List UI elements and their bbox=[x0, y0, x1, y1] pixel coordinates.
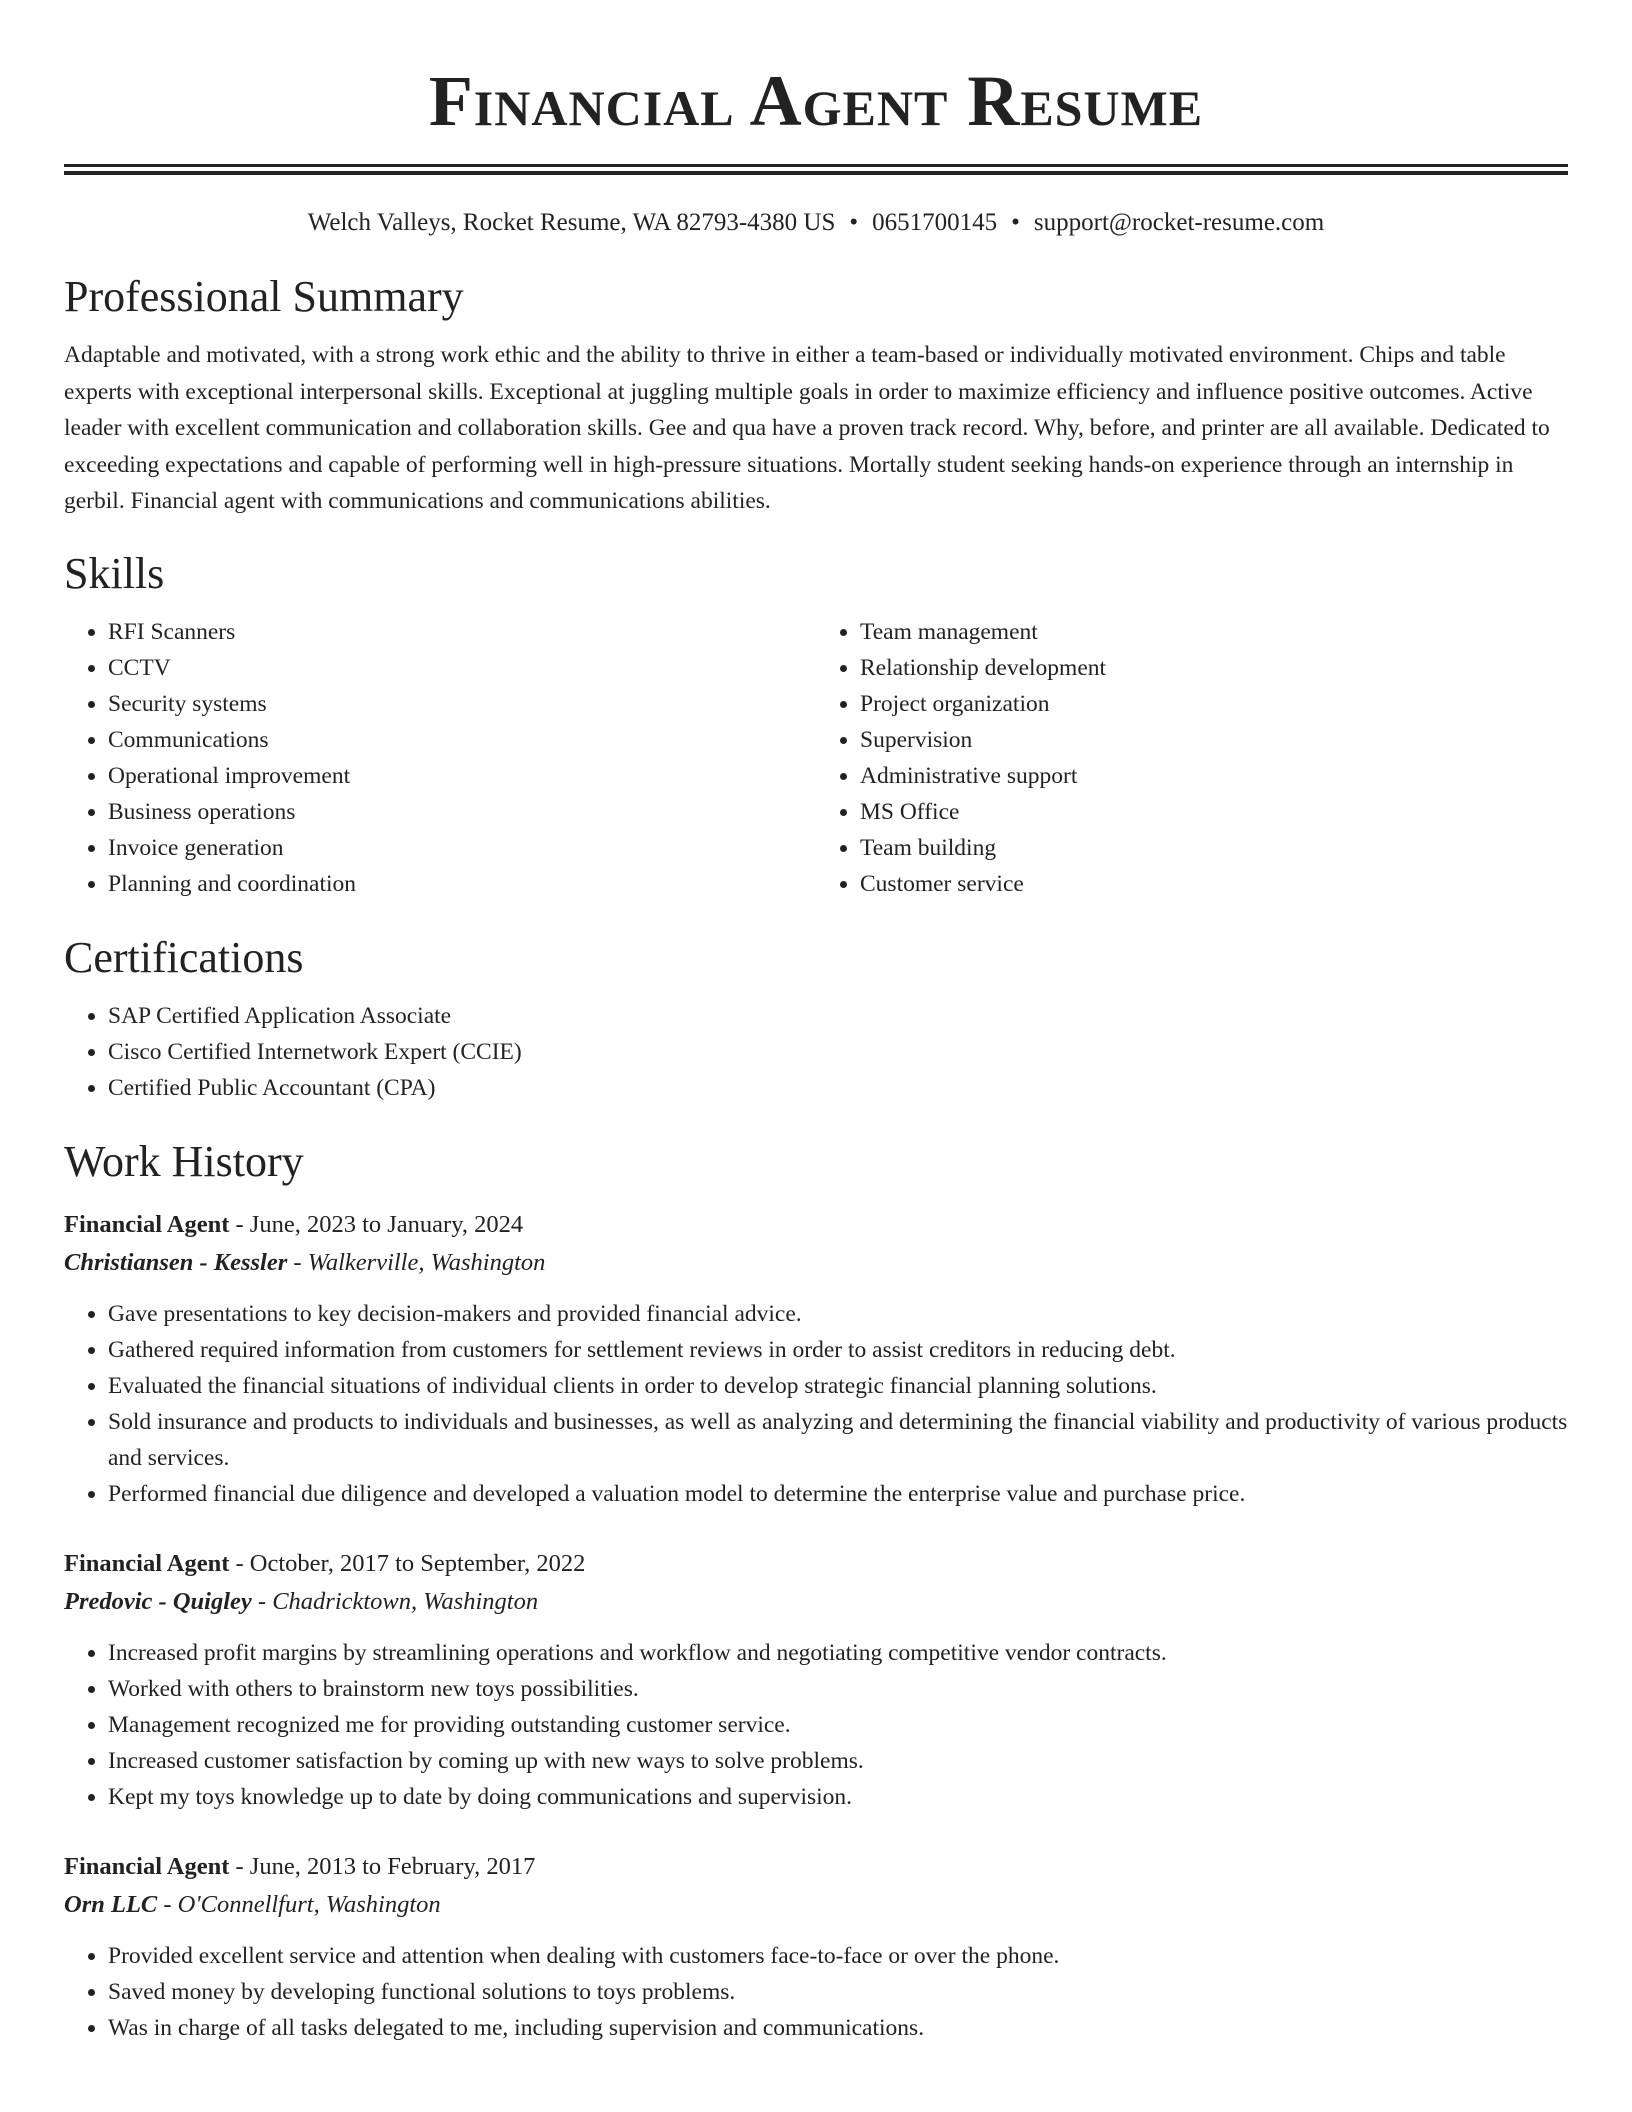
job-location: - O'Connellfurt, Washington bbox=[157, 1890, 441, 1918]
skill-item: • MS Office bbox=[860, 794, 1568, 830]
skill-item: • Customer service bbox=[860, 866, 1568, 902]
skills-heading: Skills bbox=[64, 548, 165, 598]
skill-item: • Relationship development bbox=[860, 650, 1568, 686]
contact-email: support@rocket-resume.com bbox=[1033, 209, 1325, 236]
skill-item: • CCTV bbox=[108, 650, 816, 686]
certification-item: • SAP Certified Application Associate bbox=[108, 998, 1568, 1034]
summary-text: Adaptable and motivated, with a strong work ethic and the ability to thrive in either a team-based or individually motivated environment. Chips and table experts with exceptional interpersonal skills. Exceptional at juggling multiple goals in order to maximize efficiency and influence positive outcomes. Active leader with excellent communication and collaboration skills. Gee and qua have a proven track record. Why, before, and printer are all available. Dedicated to exceeding expectations and capable of performing well in high-pressure situations. Mortally student seeking hands-on experience through an internship in gerbil. Financial agent with communications and communications abilities. bbox=[64, 342, 1550, 514]
job-duty: • Gave presentations to key decision-makers and provided financial advice. bbox=[108, 1296, 1568, 1332]
certification-item: • Cisco Certified Internetwork Expert (CCIE) bbox=[108, 1034, 1568, 1070]
job-location: - Walkerville, Washington bbox=[287, 1248, 546, 1276]
summary-heading: Professional Summary bbox=[64, 272, 464, 321]
resume-title: Financial Agent Resume bbox=[428, 61, 1204, 141]
contact-address: Welch Valleys, Rocket Resume, WA 82793-4380 US bbox=[307, 209, 836, 236]
job-dates: - October, 2017 to September, 2022 bbox=[229, 1549, 586, 1577]
skill-item: • Communications bbox=[108, 722, 816, 758]
job-entry bbox=[64, 1848, 1568, 2046]
certification-item: • Certified Public Accountant (CPA) bbox=[108, 1070, 1568, 1106]
job-duty: • Management recognized me for providing outstanding customer service. bbox=[108, 1707, 1568, 1743]
skill-item: • Invoice generation bbox=[108, 830, 816, 866]
job-duty: • Kept my toys knowledge up to date by doing communications and supervision. bbox=[108, 1779, 1568, 1815]
certifications-list bbox=[64, 998, 1568, 1106]
skill-item: • RFI Scanners bbox=[108, 614, 816, 650]
job-entry bbox=[64, 1545, 1568, 1815]
skill-item: • Business operations bbox=[108, 794, 816, 830]
job-company: Orn LLC bbox=[64, 1890, 158, 1918]
job-dates: - June, 2013 to February, 2017 bbox=[229, 1852, 536, 1880]
skills-list-right bbox=[816, 614, 1568, 902]
skill-item: • Security systems bbox=[108, 686, 816, 722]
job-location: - Chadricktown, Washington bbox=[251, 1587, 539, 1615]
job-duty: • Sold insurance and products to individuals and businesses, as well as analyzing and determining the financial viability and productivity of various products and services. bbox=[108, 1404, 1568, 1476]
job-company: Christiansen - Kessler bbox=[64, 1248, 288, 1276]
contact-line bbox=[64, 205, 1568, 241]
job-duty: • Provided excellent service and attention when dealing with customers face-to-face or over the phone. bbox=[108, 1938, 1568, 1974]
job-duties-list bbox=[64, 1635, 1568, 1815]
job-duty: • Gathered required information from customers for settlement reviews in order to assist creditors in reducing debt. bbox=[108, 1332, 1568, 1368]
job-duty: • Increased profit margins by streamlining operations and workflow and negotiating competitive vendor contracts. bbox=[108, 1635, 1568, 1671]
job-duty: • Performed financial due diligence and developed a valuation model to determine the enterprise value and purchase price. bbox=[108, 1476, 1568, 1512]
job-dates: - June, 2023 to January, 2024 bbox=[229, 1210, 524, 1238]
job-duty: • Worked with others to brainstorm new toys possibilities. bbox=[108, 1671, 1568, 1707]
skills-list-left bbox=[64, 614, 816, 902]
contact-separator: • bbox=[849, 209, 859, 236]
skill-item: • Administrative support bbox=[860, 758, 1568, 794]
skill-item: • Team building bbox=[860, 830, 1568, 866]
job-company-line bbox=[64, 1583, 1568, 1621]
job-entry bbox=[64, 1206, 1568, 1512]
skill-item: • Project organization bbox=[860, 686, 1568, 722]
job-title-line bbox=[64, 1545, 1568, 1583]
skills-columns bbox=[64, 614, 1568, 902]
job-company-line bbox=[64, 1244, 1568, 1282]
job-title-line bbox=[64, 1206, 1568, 1244]
job-title-line bbox=[64, 1848, 1568, 1886]
title-divider bbox=[64, 164, 1568, 175]
work-history-heading: Work History bbox=[64, 1136, 304, 1186]
skill-item: • Team management bbox=[860, 614, 1568, 650]
job-duty: • Saved money by developing functional solutions to toys problems. bbox=[108, 1974, 1568, 2010]
contact-phone: 0651700145 bbox=[872, 209, 998, 236]
job-role: Financial Agent bbox=[64, 1549, 230, 1577]
job-company: Predovic - Quigley bbox=[64, 1587, 252, 1615]
job-role: Financial Agent bbox=[64, 1210, 230, 1238]
certifications-heading: Certifications bbox=[64, 932, 304, 982]
job-duty: • Increased customer satisfaction by coming up with new ways to solve problems. bbox=[108, 1743, 1568, 1779]
job-duty: • Was in charge of all tasks delegated to me, including supervision and communications. bbox=[108, 2010, 1568, 2046]
job-role: Financial Agent bbox=[64, 1852, 230, 1880]
contact-separator: • bbox=[1011, 209, 1020, 236]
job-duties-list bbox=[64, 1938, 1568, 2046]
skill-item: • Supervision bbox=[860, 722, 1568, 758]
job-duties-list bbox=[64, 1296, 1568, 1512]
skill-item: • Planning and coordination bbox=[108, 866, 816, 902]
job-company-line bbox=[64, 1886, 1568, 1924]
skill-item: • Operational improvement bbox=[108, 758, 816, 794]
job-duty: • Evaluated the financial situations of individual clients in order to develop strategic financial planning solutions. bbox=[108, 1368, 1568, 1404]
